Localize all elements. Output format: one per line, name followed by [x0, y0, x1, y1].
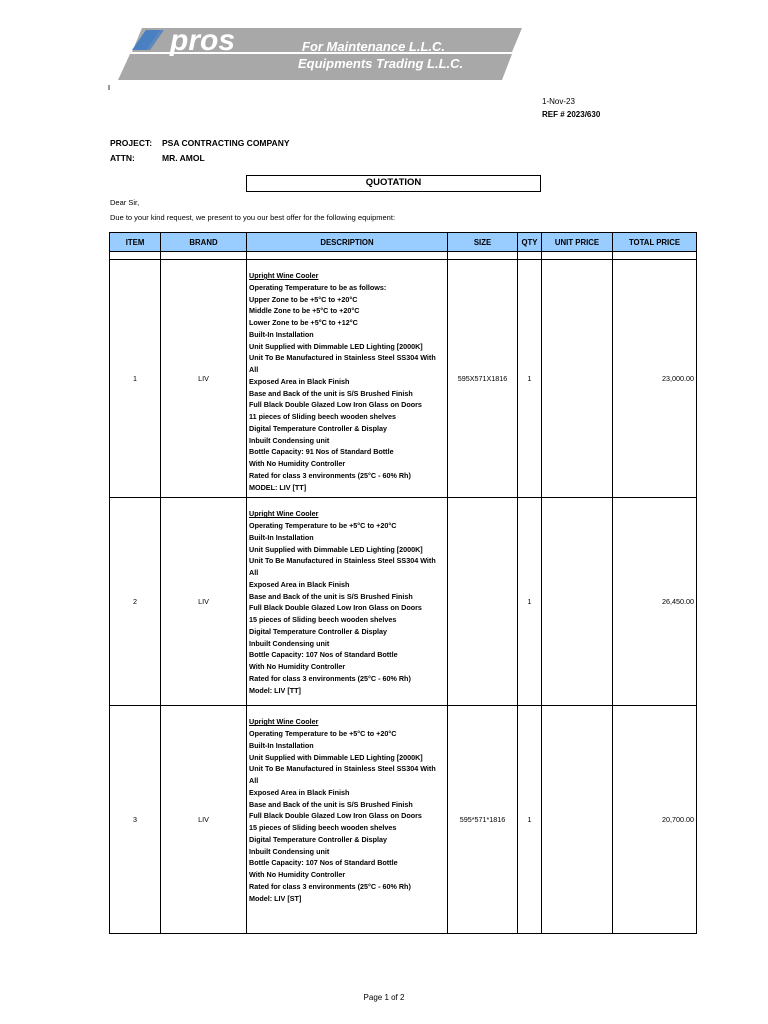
attn-value: MR. AMOL: [162, 153, 205, 163]
qty-cell: 1: [518, 498, 542, 706]
description-line: 15 pieces of Sliding beech wooden shelves: [249, 823, 397, 832]
col-header-unit-price: UNIT PRICE: [542, 233, 613, 252]
description-title: Upright Wine Cooler: [249, 271, 319, 280]
logo-wordmark: pros: [170, 24, 236, 57]
description-cell: [247, 706, 448, 934]
description-line: Built-In Installation: [249, 532, 314, 542]
total-price-cell: 20,700.00: [613, 706, 697, 934]
description-line: Bottle Capacity: 107 Nos of Standard Bottle: [249, 858, 398, 868]
project-row: [110, 136, 290, 151]
description-cell: [247, 260, 448, 498]
description-line: Inbuilt Condensing unit: [249, 846, 330, 856]
description-line: Bottle Capacity: 107 Nos of Standard Bottle: [249, 650, 398, 660]
col-header-brand: BRAND: [161, 233, 247, 252]
description-line: All: [249, 776, 259, 785]
description-line: Rated for class 3 environments (25°C - 60% Rh): [249, 470, 411, 480]
description-line: Exposed Area in Black Finish: [249, 376, 350, 386]
intro-text: Due to your kind request, we present to you our best offer for the following equipment:: [110, 213, 396, 222]
table-spacer-row: [110, 252, 697, 260]
description-line: Unit Supplied with Dimmable LED Lighting [2000K]: [249, 544, 423, 554]
size-cell: 595X571X1816: [448, 260, 518, 498]
col-header-item: ITEM: [110, 233, 161, 252]
greeting: Dear Sir,: [110, 198, 140, 207]
description-line: MODEL: LIV [TT]: [249, 482, 307, 492]
col-header-qty: QTY: [518, 233, 542, 252]
description-cell: [247, 498, 448, 706]
size-cell: [448, 498, 518, 706]
total-price-cell: 26,450.00: [613, 498, 697, 706]
document-title: QUOTATION: [246, 175, 541, 192]
description-line: Operating Temperature to be as follows:: [249, 282, 387, 292]
size-cell: 595*571*1816: [448, 706, 518, 934]
description-line: Exposed Area in Black Finish: [249, 787, 350, 797]
date-ref-block: [542, 95, 600, 121]
unit-price-cell: [542, 260, 613, 498]
description-line: Bottle Capacity: 91 Nos of Standard Bottle: [249, 447, 394, 457]
description-line: Unit To Be Manufactured in Stainless Steel SS304 With: [249, 556, 436, 566]
description-line: With No Humidity Controller: [249, 459, 346, 468]
margin-mark: [108, 85, 110, 90]
brand-cell: LIV: [161, 498, 247, 706]
description-line: 15 pieces of Sliding beech wooden shelves: [249, 615, 397, 624]
page-number: Page 1 of 2: [363, 993, 405, 1002]
description-line: Rated for class 3 environments (25°C - 60% Rh): [249, 673, 411, 683]
description-line: Unit To Be Manufactured in Stainless Steel SS304 With: [249, 764, 436, 774]
col-header-size: SIZE: [448, 233, 518, 252]
item-number: 3: [110, 706, 161, 934]
description-line: Built-In Installation: [249, 740, 314, 750]
description-line: Operating Temperature to be +5°C to +20°C: [249, 729, 397, 738]
description-line: With No Humidity Controller: [249, 662, 346, 671]
intro-block: [110, 195, 395, 225]
project-label: PROJECT:: [110, 138, 153, 148]
description-line: Inbuilt Condensing unit: [249, 435, 330, 445]
company-line-2: Equipments Trading L.L.C.: [298, 56, 464, 71]
description-line: Full Black Double Glazed Low Iron Glass on Doors: [249, 400, 422, 410]
description-line: Model: LIV [ST]: [249, 893, 302, 903]
total-price-cell: 23,000.00: [613, 260, 697, 498]
description-line: Unit To Be Manufactured in Stainless Steel SS304 With: [249, 353, 436, 363]
description-line: All: [249, 568, 259, 577]
qty-cell: 1: [518, 706, 542, 934]
description-line: Unit Supplied with Dimmable LED Lighting [2000K]: [249, 752, 423, 762]
table-row: [110, 260, 697, 498]
description-line: Digital Temperature Controller & Display: [249, 834, 388, 844]
description-line: Operating Temperature to be +5°C to +20°C: [249, 521, 397, 530]
table-row: [110, 706, 697, 934]
table-header-row: [110, 233, 697, 252]
table-row: [110, 498, 697, 706]
description-title: Upright Wine Cooler: [249, 509, 319, 519]
description-line: Base and Back of the unit is S/S Brushed Finish: [249, 591, 413, 601]
description-title: Upright Wine Cooler: [249, 717, 319, 727]
attn-label: ATTN:: [110, 153, 135, 163]
col-header-total-price: TOTAL PRICE: [613, 233, 697, 252]
item-number: 1: [110, 260, 161, 498]
description-line: Unit Supplied with Dimmable LED Lighting [2000K]: [249, 341, 423, 351]
description-line: Digital Temperature Controller & Display: [249, 423, 388, 433]
description-line: Exposed Area in Black Finish: [249, 579, 350, 589]
quotation-table: [109, 232, 697, 934]
description-line: Full Black Double Glazed Low Iron Glass on Doors: [249, 811, 422, 821]
project-value: PSA CONTRACTING COMPANY: [162, 138, 290, 148]
brand-cell: LIV: [161, 260, 247, 498]
description-line: Base and Back of the unit is S/S Brushed Finish: [249, 388, 413, 398]
attn-row: [110, 151, 290, 166]
description-line: All: [249, 365, 259, 374]
description-line: Built-In Installation: [249, 329, 314, 339]
description-line: Upper Zone to be +5°C to +20°C: [249, 294, 358, 304]
unit-price-cell: [542, 498, 613, 706]
quote-ref: REF # 2023/630: [542, 110, 601, 119]
quote-date: 1-Nov-23: [542, 97, 575, 106]
company-line-1: For Maintenance L.L.C.: [302, 39, 446, 54]
description-line: 11 pieces of Sliding beech wooden shelves: [249, 412, 396, 421]
unit-price-cell: [542, 706, 613, 934]
description-line: Base and Back of the unit is S/S Brushed Finish: [249, 799, 413, 809]
description-line: Rated for class 3 environments (25°C - 60% Rh): [249, 881, 411, 891]
description-line: Middle Zone to be +5°C to +20°C: [249, 306, 360, 316]
item-number: 2: [110, 498, 161, 706]
description-line: Full Black Double Glazed Low Iron Glass on Doors: [249, 603, 422, 613]
description-line: With No Humidity Controller: [249, 870, 346, 879]
col-header-description: DESCRIPTION: [247, 233, 448, 252]
brand-cell: LIV: [161, 706, 247, 934]
recipient-block: [110, 136, 290, 166]
description-line: Lower Zone to be +5°C to +12°C: [249, 318, 358, 327]
description-line: Inbuilt Condensing unit: [249, 638, 330, 648]
company-logo: [112, 24, 522, 84]
qty-cell: 1: [518, 260, 542, 498]
description-line: Digital Temperature Controller & Display: [249, 626, 388, 636]
description-line: Model: LIV [TT]: [249, 685, 301, 695]
